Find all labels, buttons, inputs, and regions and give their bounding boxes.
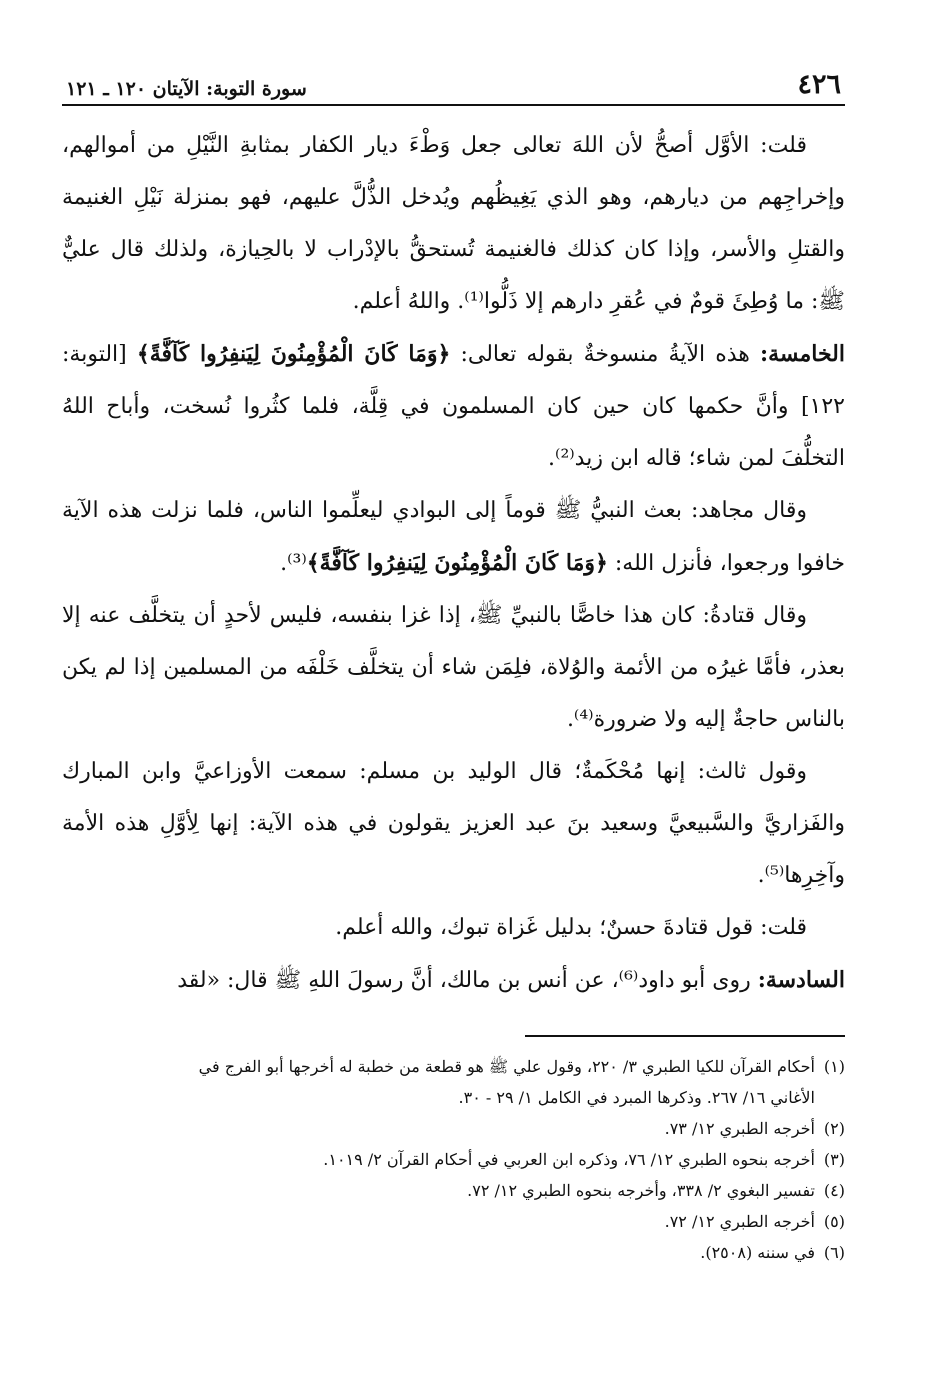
paragraph-3-text-b: ⁽³⁾. <box>280 551 307 576</box>
section-heading-sixth: السادسة: <box>757 967 845 993</box>
footnote-text: أخرجه الطبري ١٢/ ٧٣. <box>664 1119 815 1138</box>
footnote-item <box>62 1051 845 1082</box>
paragraph-3 <box>62 485 845 590</box>
footnote-text: تفسير البغوي ٢/ ٣٣٨، وأخرجه بنحوه الطبري ١٢/ ٧٢. <box>467 1181 815 1200</box>
paragraph-5: وقول ثالث: إنها مُحْكَمةٌ؛ قال الوليد بن مسلم: سمعت الأوزاعيَّ وابن المبارك والفَزاريَّ والسَّبيعيَّ وسعيد بنَ عبد العزيز يقولون في هذه الآية: إنها لِأوَّلِ هذه الأمة وآخِرِها⁽⁵⁾. <box>62 759 845 888</box>
footnote-number: (٥) <box>823 1212 845 1231</box>
footnotes <box>62 1051 845 1268</box>
main-text <box>62 120 845 1007</box>
page-number: ٤٢٦ <box>797 69 841 100</box>
paragraph-2-text-a: هذه الآيةُ منسوخةٌ بقوله تعالى: <box>450 342 760 367</box>
footnote-continuation: الأغاني ١٦/ ٢٦٧. وذكرها المبرد في الكامل ١/ ٢٩ - ٣٠. <box>458 1088 815 1107</box>
footnote-text: أخرجه الطبري ١٢/ ٧٢. <box>664 1212 815 1231</box>
footnote-separator <box>525 1035 845 1037</box>
section-heading-fifth: الخامسة: <box>759 341 845 367</box>
footnote-number: (٤) <box>823 1181 845 1200</box>
footnote-text: أحكام القرآن للكيا الطبري ٣/ ٢٢٠، وقول علي ﷺ هو قطعة من خطبة له أخرجها أبو الفرج في <box>198 1057 815 1076</box>
paragraph-7-text: روى أبو داود⁽⁶⁾، عن أنس بن مالك، أنَّ رسولَ اللهِ ﷺ قال: «لقد <box>177 968 758 993</box>
footnote-item <box>62 1113 845 1144</box>
footnote-item <box>62 1237 845 1268</box>
quran-verse: ﴿وَمَا كَانَ الْمُؤْمِنُونَ لِيَنفِرُوا كَآفَّةً﴾ <box>136 341 451 367</box>
footnote-number: (٣) <box>823 1150 845 1169</box>
footnote-number: (٦) <box>823 1243 845 1262</box>
paragraph-2 <box>62 328 845 485</box>
paragraph-1: قلت: الأوَّل أصحُّ لأن اللهَ تعالى جعل وَطْءَ ديار الكفار بمثابةِ النَّيْلِ من أموالهم، وإخراجِهم من ديارهم، وهو الذي يَغِيظُهم ويُدخل الذُّلَّ عليهم، فهو بمنزلة نَيْلِ الغنيمة والقتلِ والأسر، وإذا كان كذلك فالغنيمة تُستحقُّ بالإدْراب لا بالحِيازة، ولذلك قال عليٌّ ﷺ: ما وُطِئَ قومٌ في عُقرِ دارهم إلا ذَلُّوا⁽¹⁾. واللهُ أعلم. <box>62 133 845 314</box>
footnote-text: في سننه (٢٥٠٨). <box>700 1243 815 1262</box>
footnote-item <box>62 1206 845 1237</box>
paragraph-3-text-a: وقال مجاهد: بعث النبيُّ ﷺ قوماً إلى البوادي ليعلِّموا الناس، فلما نزلت هذه الآية خافوا ورجعوا، فأنزل الله: <box>62 498 845 576</box>
footnote-number: (٢) <box>823 1119 845 1138</box>
page-header <box>62 62 845 106</box>
footnote-text: أخرجه بنحوه الطبري ١٢/ ٧٦، وذكره ابن العربي في أحكام القرآن ٢/ ١٠١٩. <box>323 1150 815 1169</box>
paragraph-6: قلت: قول قتادةَ حسنٌ؛ بدليل غَزاة تبوك، والله أعلم. <box>335 915 807 940</box>
footnote-item <box>62 1175 845 1206</box>
paragraph-7 <box>62 954 845 1007</box>
footnote-item <box>62 1144 845 1175</box>
paragraph-2-text-b: [التوبة: ١٢٢] وأنَّ حكمها كان حين كان المسلمون في قِلَّة، فلما كثُروا نُسخت، وأباح اللهُ التخلُّفَ لمن شاء؛ قاله ابن زيد⁽²⁾. <box>62 342 845 471</box>
footnote-number: (١) <box>823 1057 845 1076</box>
running-title: سورة التوبة: الآيتان ١٢٠ ـ ١٢١ <box>66 78 307 100</box>
quran-verse: ﴿وَمَا كَانَ الْمُؤْمِنُونَ لِيَنفِرُوا كَآفَّةً﴾ <box>306 550 608 576</box>
paragraph-4: وقال قتادةُ: كان هذا خاصًّا بالنبيِّ ﷺ، إذا غزا بنفسه، فليس لأحدٍ أن يتخلَّف عنه إلا بعذر، فأمَّا غيرُه من الأئمة والوُلاة، فلِمَن شاء أن يتخلَّف خَلْفَه من المسلمين إذا لم يكن بالناس حاجةٌ إليه ولا ضرورة⁽⁴⁾. <box>62 603 845 732</box>
